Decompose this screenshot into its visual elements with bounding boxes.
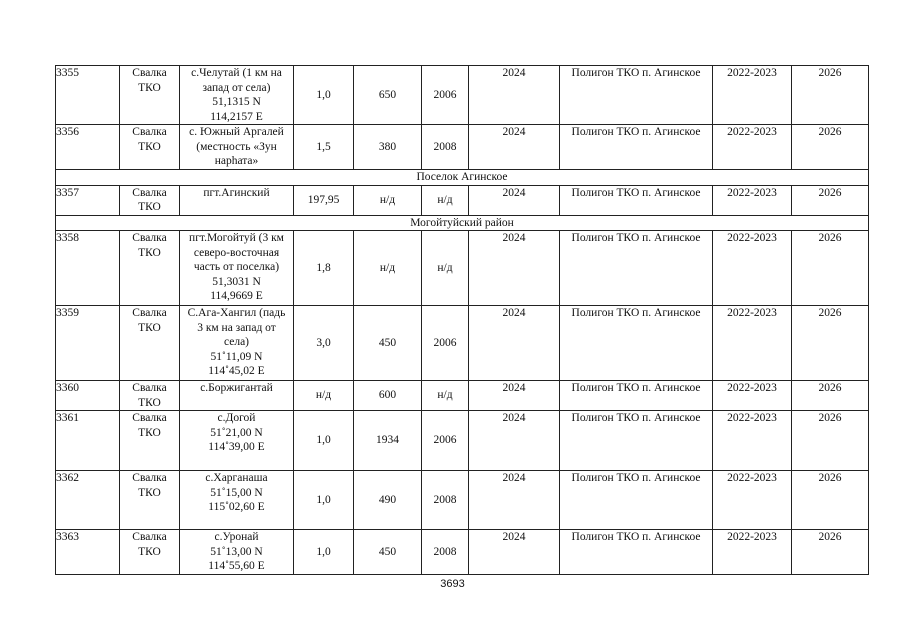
- site-type: Свалка ТКО: [120, 231, 180, 306]
- site-year: 2008: [422, 530, 469, 575]
- location-line: 51,1315 N: [212, 96, 261, 108]
- period: 2022-2023: [713, 231, 792, 306]
- row-number: 3362: [56, 471, 120, 530]
- site-location: [180, 530, 294, 575]
- location-line: с. Южный Аргалей: [189, 126, 284, 138]
- completion-year: 2026: [792, 231, 869, 306]
- destination-facility: Полигон ТКО п. Агинское: [560, 471, 713, 530]
- table-row: [56, 381, 869, 411]
- completion-year: 2026: [792, 125, 869, 170]
- period: 2022-2023: [713, 306, 792, 381]
- site-volume: 650: [354, 66, 422, 125]
- location-line: 51˚21,00 N: [210, 426, 263, 439]
- location-line: 114˚45,02 E: [208, 365, 265, 377]
- table-row: [56, 185, 869, 215]
- destination-facility: Полигон ТКО п. Агинское: [560, 185, 713, 215]
- location-line: 115˚02,60 E: [208, 501, 265, 513]
- table-row: [56, 231, 869, 306]
- site-area: 1,0: [294, 530, 354, 575]
- destination-facility: Полигон ТКО п. Агинское: [560, 125, 713, 170]
- site-year: 2006: [422, 411, 469, 471]
- table-body: [56, 66, 869, 575]
- site-volume: 600: [354, 381, 422, 411]
- location-line: 51,3031 N: [212, 275, 261, 288]
- destination-facility: Полигон ТКО п. Агинское: [560, 411, 713, 471]
- site-volume: н/д: [354, 231, 422, 306]
- site-volume: 450: [354, 306, 422, 381]
- destination-facility: Полигон ТКО п. Агинское: [560, 66, 713, 125]
- location-line: нарhата»: [214, 155, 259, 167]
- target-year: 2024: [469, 66, 560, 125]
- site-volume: н/д: [354, 185, 422, 215]
- site-area: н/д: [294, 381, 354, 411]
- target-year: 2024: [469, 381, 560, 411]
- location-line: запад от села): [202, 81, 271, 94]
- completion-year: 2026: [792, 530, 869, 575]
- site-year: 2006: [422, 306, 469, 381]
- site-year: н/д: [422, 381, 469, 411]
- site-location: [180, 185, 294, 215]
- period: 2022-2023: [713, 530, 792, 575]
- target-year: 2024: [469, 306, 560, 381]
- location-line: 114˚39,00 E: [208, 441, 265, 453]
- location-line: 51˚13,00 N: [210, 545, 263, 558]
- location-line: 114,9669 E: [210, 290, 263, 302]
- site-volume: 1934: [354, 411, 422, 471]
- site-type: Свалка ТКО: [120, 66, 180, 125]
- period: 2022-2023: [713, 185, 792, 215]
- site-location: [180, 125, 294, 170]
- destination-facility: Полигон ТКО п. Агинское: [560, 530, 713, 575]
- site-year: н/д: [422, 231, 469, 306]
- site-area: 3,0: [294, 306, 354, 381]
- row-number: 3356: [56, 125, 120, 170]
- table-row: [56, 306, 869, 381]
- location-line: 114,2157 E: [210, 110, 263, 123]
- section-label: Поселок Агинское: [56, 170, 869, 186]
- location-line: с.Боржигантай: [200, 382, 273, 394]
- completion-year: 2026: [792, 185, 869, 215]
- section-row: [56, 215, 869, 231]
- site-type: Свалка ТКО: [120, 530, 180, 575]
- period: 2022-2023: [713, 471, 792, 530]
- location-line: с.Догой: [217, 412, 256, 424]
- table-row: [56, 125, 869, 170]
- completion-year: 2026: [792, 471, 869, 530]
- location-line: с.Харганаша: [205, 472, 268, 484]
- period: 2022-2023: [713, 125, 792, 170]
- table-row: [56, 530, 869, 575]
- completion-year: 2026: [792, 306, 869, 381]
- destination-facility: Полигон ТКО п. Агинское: [560, 231, 713, 306]
- row-number: 3363: [56, 530, 120, 575]
- table-row: [56, 471, 869, 530]
- target-year: 2024: [469, 125, 560, 170]
- site-location: [180, 381, 294, 411]
- site-area: 1,0: [294, 471, 354, 530]
- location-line: 51˚15,00 N: [210, 486, 263, 499]
- location-line: (местность «Зун: [196, 140, 277, 153]
- target-year: 2024: [469, 471, 560, 530]
- target-year: 2024: [469, 530, 560, 575]
- site-volume: 450: [354, 530, 422, 575]
- site-type: Свалка ТКО: [120, 125, 180, 170]
- row-number: 3361: [56, 411, 120, 471]
- completion-year: 2026: [792, 411, 869, 471]
- site-area: 1,5: [294, 125, 354, 170]
- target-year: 2024: [469, 185, 560, 215]
- site-type: Свалка ТКО: [120, 411, 180, 471]
- site-location: [180, 306, 294, 381]
- target-year: 2024: [469, 231, 560, 306]
- site-type: Свалка ТКО: [120, 185, 180, 215]
- target-year: 2024: [469, 411, 560, 471]
- site-location: [180, 411, 294, 471]
- site-year: н/д: [422, 185, 469, 215]
- site-area: 1,0: [294, 66, 354, 125]
- row-number: 3360: [56, 381, 120, 411]
- site-year: 2008: [422, 471, 469, 530]
- row-number: 3359: [56, 306, 120, 381]
- location-line: с.Челутай (1 км на: [191, 67, 282, 79]
- location-line: 114˚55,60 E: [208, 560, 265, 572]
- site-type: Свалка ТКО: [120, 471, 180, 530]
- site-type: Свалка ТКО: [120, 306, 180, 381]
- location-line: пгт.Могойтуй (3 км: [189, 232, 284, 244]
- location-line: 3 км на запад от: [197, 321, 276, 334]
- location-line: 51˚11,09 N: [210, 350, 263, 363]
- site-year: 2006: [422, 66, 469, 125]
- location-line: села): [223, 336, 250, 348]
- destination-facility: Полигон ТКО п. Агинское: [560, 381, 713, 411]
- period: 2022-2023: [713, 381, 792, 411]
- site-area: 1,0: [294, 411, 354, 471]
- table-row: [56, 411, 869, 471]
- location-line: пгт.Агинский: [203, 186, 270, 199]
- destination-facility: Полигон ТКО п. Агинское: [560, 306, 713, 381]
- period: 2022-2023: [713, 66, 792, 125]
- completion-year: 2026: [792, 66, 869, 125]
- section-row: [56, 170, 869, 186]
- section-label: Могойтуйский район: [56, 215, 869, 231]
- site-location: [180, 231, 294, 306]
- site-area: 1,8: [294, 231, 354, 306]
- site-location: [180, 471, 294, 530]
- location-line: северо-восточная: [193, 246, 280, 259]
- site-area: 197,95: [294, 185, 354, 215]
- row-number: 3355: [56, 66, 120, 125]
- table-row: [56, 66, 869, 125]
- site-location: [180, 66, 294, 125]
- row-number: 3357: [56, 185, 120, 215]
- site-volume: 380: [354, 125, 422, 170]
- site-year: 2008: [422, 125, 469, 170]
- page-number: 3693: [440, 578, 465, 590]
- waste-sites-table: [55, 65, 869, 575]
- period: 2022-2023: [713, 411, 792, 471]
- location-line: часть от поселка): [193, 261, 280, 273]
- site-volume: 490: [354, 471, 422, 530]
- site-type: Свалка ТКО: [120, 381, 180, 411]
- completion-year: 2026: [792, 381, 869, 411]
- row-number: 3358: [56, 231, 120, 306]
- location-line: С.Ага-Хангил (падь: [187, 307, 286, 319]
- location-line: с.Уронай: [214, 531, 259, 543]
